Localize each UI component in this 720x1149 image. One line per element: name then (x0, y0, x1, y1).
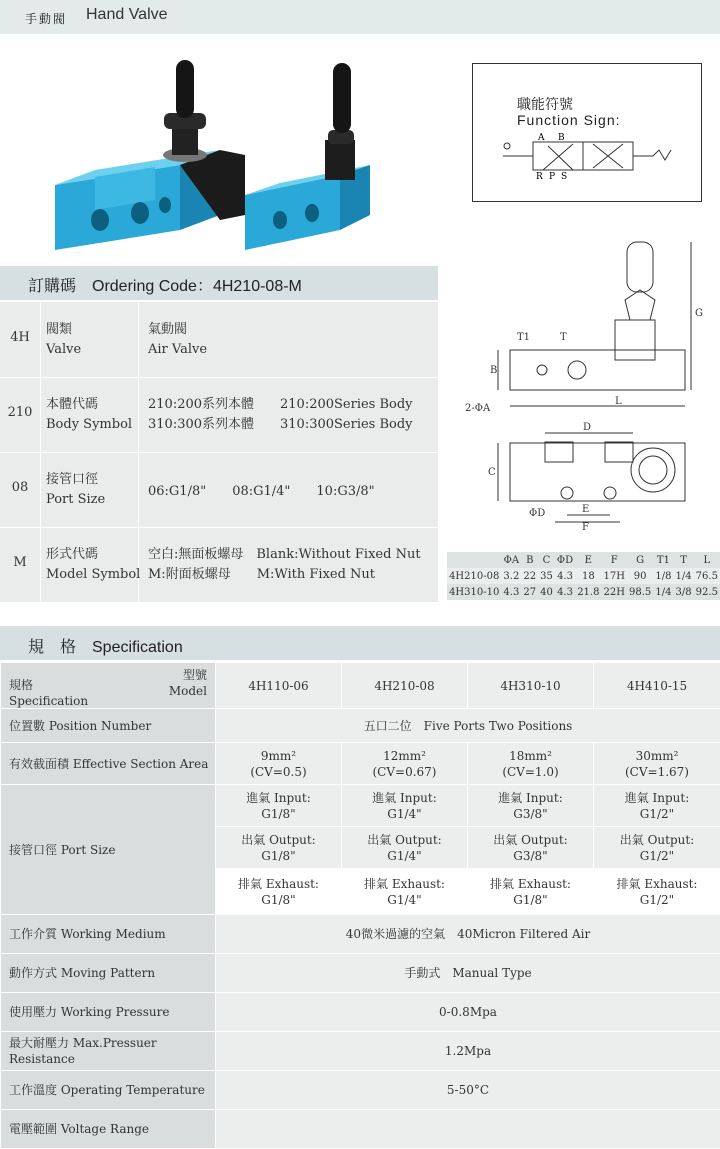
product-photo (40, 55, 430, 255)
svg-text:R: R (536, 172, 543, 182)
label-F: F (582, 522, 589, 533)
dimension-table (447, 552, 720, 600)
label-T: T (560, 332, 567, 343)
ordering-code-title: 訂購碼 Ordering Code：4H210-08-M (28, 273, 302, 296)
label-E: E (582, 504, 589, 515)
model-cell: 4H210-08 (342, 663, 468, 709)
label-G: G (695, 308, 703, 319)
svg-text:A: A (537, 133, 545, 143)
dimension-header-row: ΦA B C ΦD E F G T1 T L (447, 552, 720, 568)
technical-drawing (455, 228, 720, 538)
dimension-row: 4H210-08 3.2 22 35 4.3 18 17H 90 1/8 1/4 76.5 (447, 568, 720, 584)
function-sign-title-cn: 職能符號 (517, 94, 573, 114)
valve-symbol (503, 132, 693, 182)
model-cell: 4H310-10 (468, 663, 594, 709)
specification-table (0, 662, 720, 1149)
spec-row-pattern: 動作方式 Moving Pattern 手動式 Manual Type (1, 954, 720, 993)
label-T1: T1 (517, 332, 530, 343)
page-header (0, 0, 720, 34)
spec-row-output: 出氣 Output: G1/8" 出氣 Output: G1/4" 出氣 Output: G3/8" 出氣 Output: G1/2" (1, 827, 720, 869)
spec-row-exhaust: 排氣 Exhaust: G1/8" 排氣 Exhaust: G1/4" 排氣 Exhaust: G1/8" 排氣 Exhaust: G1/2" (1, 869, 720, 915)
spec-corner-cell: 規格 Specification 型號 Model (1, 663, 216, 709)
spec-row-voltage: 電壓範圍 Voltage Range (1, 1110, 720, 1149)
spec-row-position: 位置數 Position Number 五口二位 Five Ports Two Positions (1, 709, 720, 743)
spec-row-medium: 工作介質 Working Medium 40微米過濾的空氣 40Micron Filtered Air (1, 915, 720, 954)
spec-row-temperature: 工作溫度 Operating Temperature 5-50°C (1, 1071, 720, 1110)
ordering-row-valve: 4H 閥類 Valve 氣動閥 Air Valve (0, 302, 438, 377)
spec-row-pressure: 使用壓力 Working Pressure 0-0.8Mpa (1, 993, 720, 1032)
ordering-row-model: M 形式代碼 Model Symbol 空白:無面板螺母 Blank:Without Fixed Nut M:附面板螺母 M:With Fixed Nut (0, 527, 438, 602)
label-D: D (583, 422, 591, 433)
header-title-en: Hand Valve (86, 6, 168, 24)
label-A: 2-ΦA (465, 403, 491, 414)
label-C: C (488, 467, 496, 478)
model-cell: 4H410-15 (594, 663, 720, 709)
hand-valve-photo-1 (55, 60, 245, 250)
ordering-row-body: 210 本體代碼 Body Symbol 210:200系列本體 210:200Series Body 310:300系列本體 310:300Series Body (0, 377, 438, 452)
function-sign-box (472, 63, 702, 202)
hand-valve-photo-2 (245, 63, 370, 250)
dimension-row: 4H310-10 4.3 27 40 4.3 21.8 22H 98.5 1/4 3/8 92.5 (447, 584, 720, 600)
ordering-code-bar (0, 266, 438, 300)
spec-row-area: 有效截面積 Effective Section Area 9mm² (CV=0.5) 12mm² (CV=0.67) 18mm² (CV=1.0) 30mm² (CV=1.67) (1, 743, 720, 785)
function-sign-title-en: Function Sign: (517, 112, 621, 128)
header-title-cn: 手動閥 (25, 10, 67, 27)
svg-text:S: S (561, 172, 567, 182)
label-B: B (490, 365, 497, 376)
specification-bar (0, 626, 720, 660)
svg-text:P: P (549, 172, 555, 182)
spec-header-row (1, 663, 720, 709)
ordering-row-port: 08 接管口徑 Port Size 06:G1/8" 08:G1/4" 10:G3/8" (0, 452, 438, 527)
specification-title: 規 格 Specification (28, 634, 183, 657)
spec-row-max-pressure: 最大耐壓力 Max.Pressuer Resistance 1.2Mpa (1, 1032, 720, 1071)
label-PD: ΦD (529, 508, 545, 519)
label-L: L (615, 396, 622, 407)
model-cell: 4H110-06 (216, 663, 342, 709)
svg-text:B: B (558, 133, 565, 143)
spec-row-input: 接管口徑 Port Size 進氣 Input: G1/8" 進氣 Input: G1/4" 進氣 Input: G3/8" 進氣 Input: G1/2" (1, 785, 720, 827)
